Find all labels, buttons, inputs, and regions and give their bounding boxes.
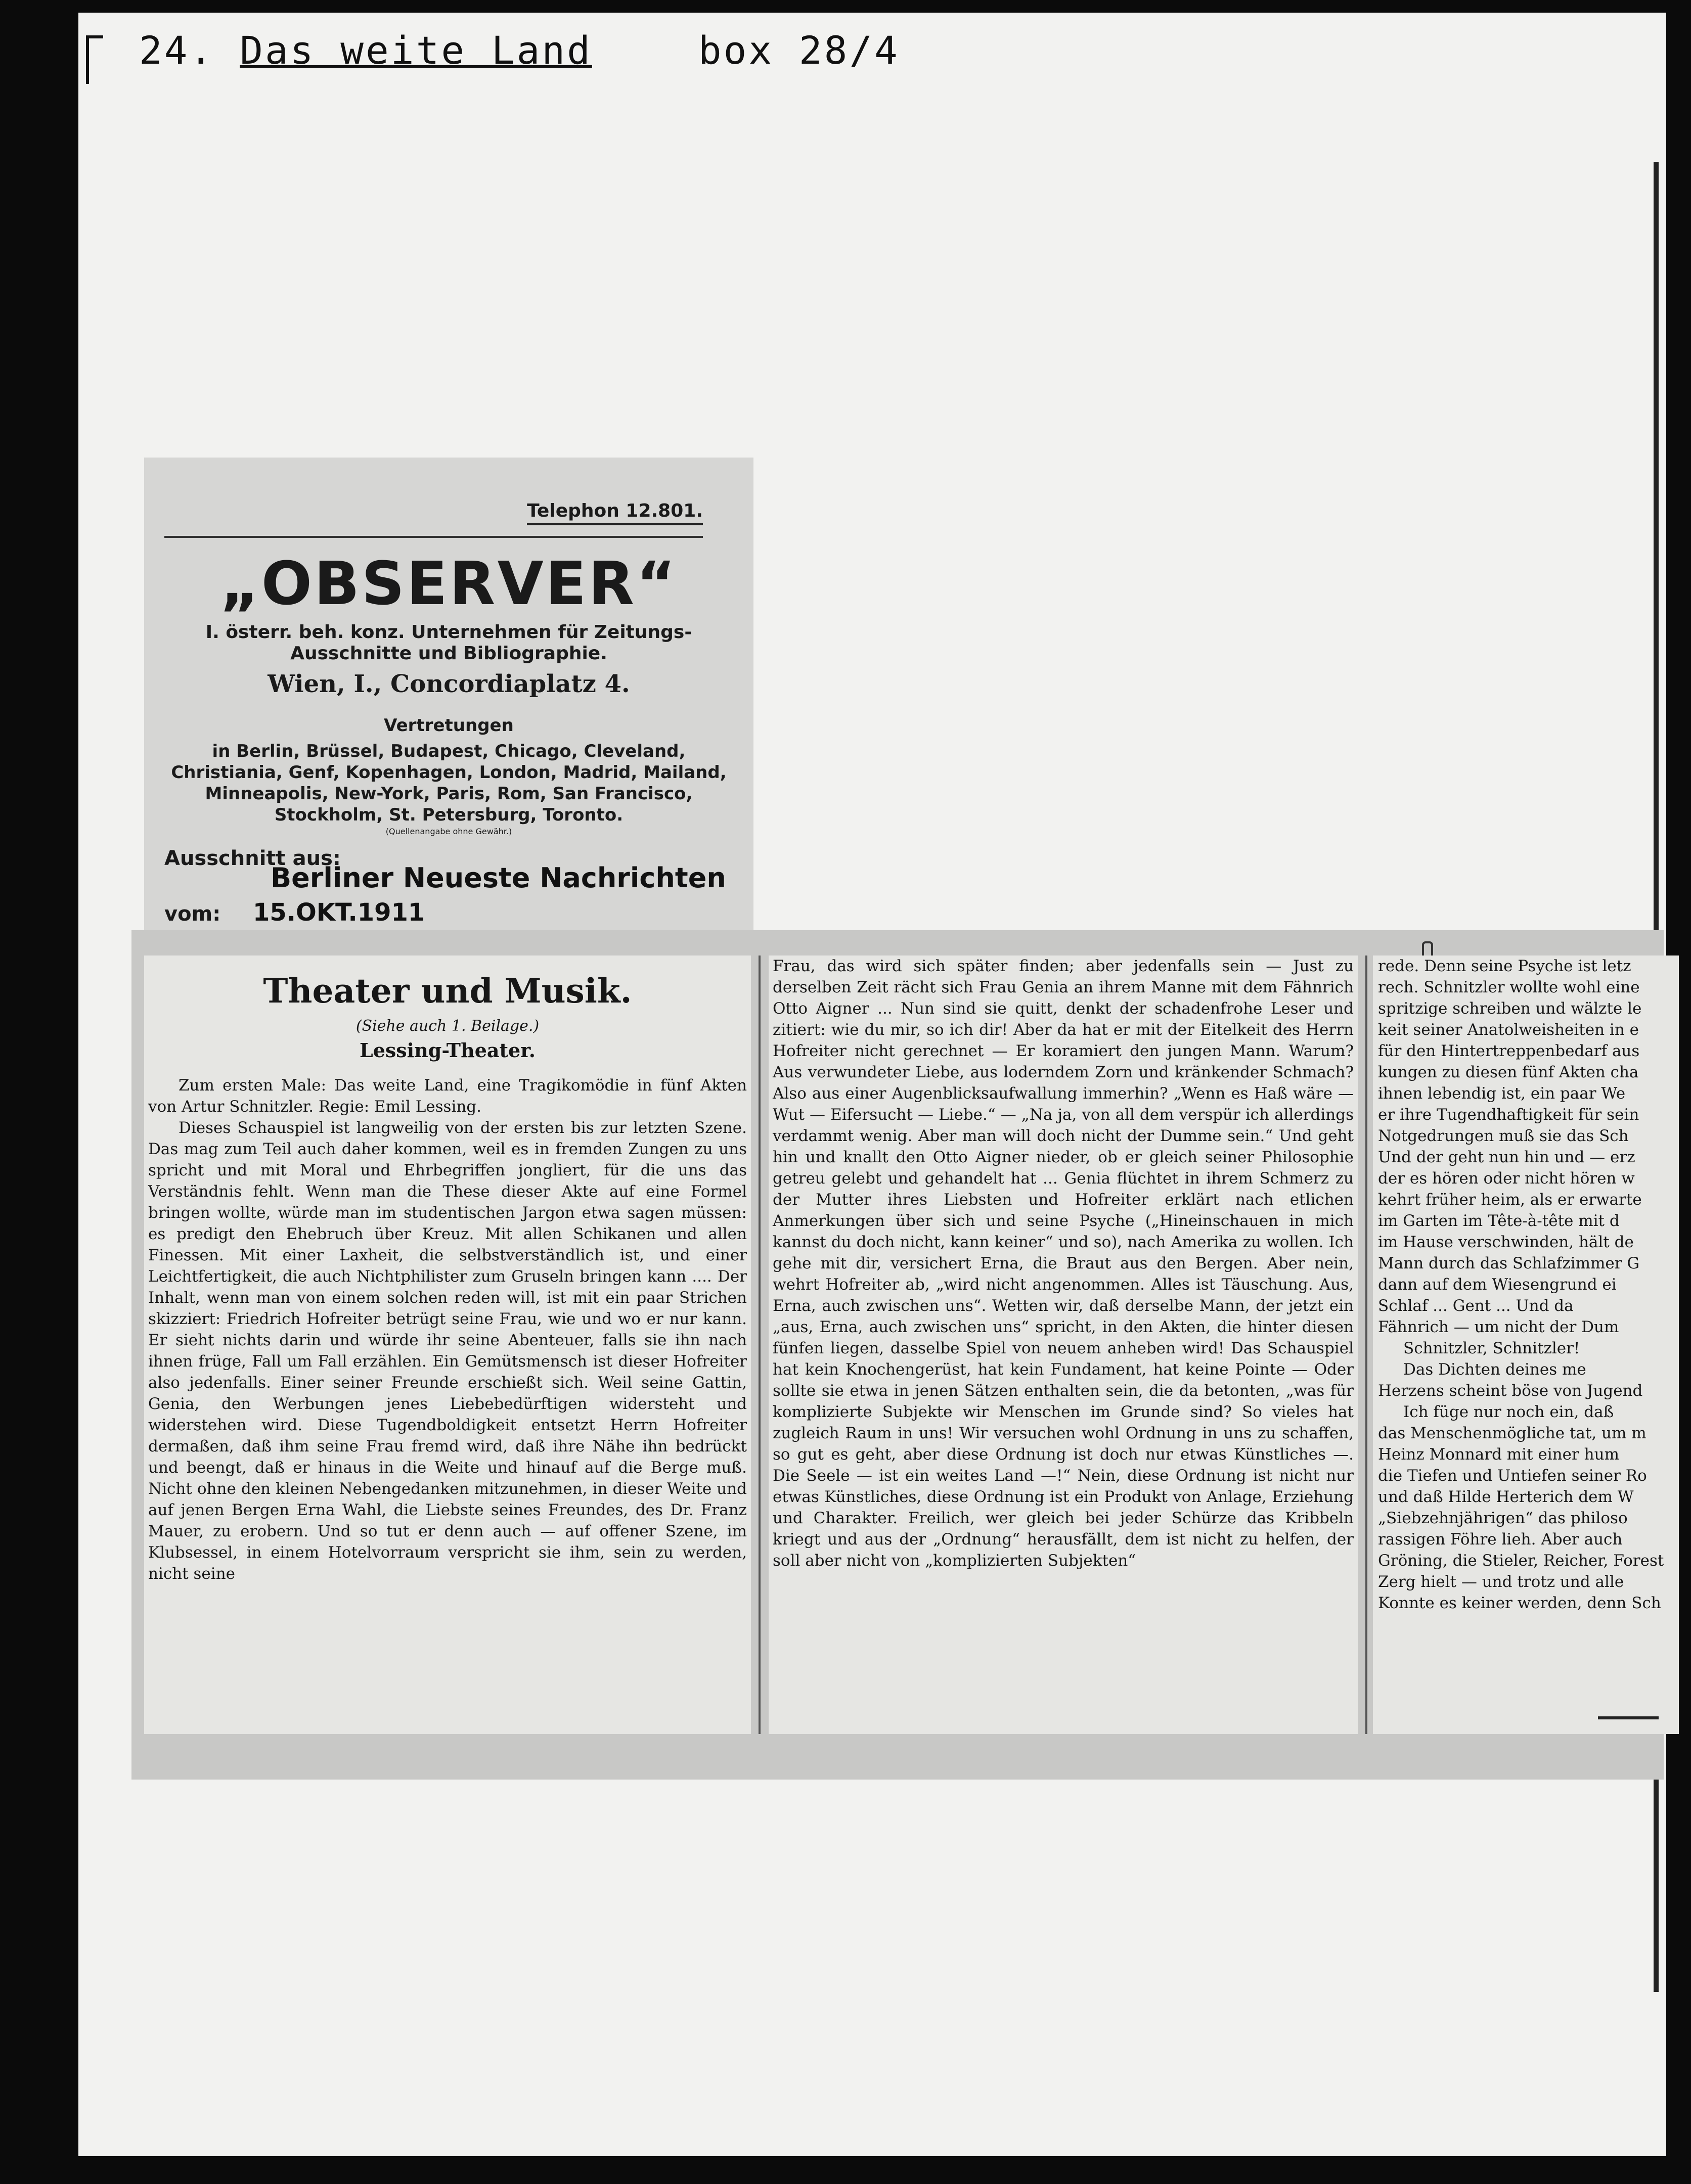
column-divider (759, 956, 761, 1734)
section-title: Theater und Musik. (263, 971, 632, 1011)
line: keit seiner Anatolweisheiten in e (1378, 1021, 1639, 1039)
source-stamp: Berliner Neueste Nachrichten (271, 862, 726, 894)
corner-bracket (86, 35, 103, 84)
observer-name: „OBSERVER“ (220, 549, 678, 618)
paragraph: Frau, das wird sich später finden; aber jedenfalls sein — Just zu derselben Zeit rächt sich Frau Genia an ihrem Manne mit dem Fähnrich Otto Aigner ... Nun sind sie quitt, denkt der schadenfrohe Leser und zitiert: wie du mir, so ich dir! Aber da hat er mit der Eitelkeit des Herrn Hofreiter nicht gerechnet — Er koramiert den jungen Mann. Warum? Aus verwundeter Liebe, aus loderndem Zorn und kränkender Schmach? Also aus einer Augenblicksaufwallung immerhin? „Wenn es Haß wäre — Wut — Eifersucht — Liebe.“ — „Na ja, von all dem verspür ich allerdings verdammt wenig. Aber man will doch nicht der Dumme sein.“ Und geht hin und knallt den Otto Aigner nieder, ob er gleich seiner Philosophie getreu gelebt und gehandelt hat ... Genia flüchtet in ihrem Schmerz zu der Mutter ihres Liebsten und Hofreiter erklärt nach etlichen Anmerkungen über sich und seine Psyche („Hineinschauen in mich kannst du doch nicht, kann keiner“ und so), nach Amerika zu wollen. Ich gehe mit dir, versichert Erna, die Braut aus den Bergen. Aber nein, wehrt Hofreiter ab, „wird nicht angenommen. Alles ist Täuschung. Aus, Erna, auch zwischen uns“. Wetten wir, daß derselbe Mann, der jetzt ein „aus, Erna, auch zwischen uns“ spricht, in den Akten, die hinter diesen fünfen liegen, dasselbe Spiel von neuem anheben wird! Das Schauspiel hat kein Knochengerüst, hat kein Fundament, hat keine Pointe — Oder sollte sie etwa in jenen Sätzen enthalten sein, die da betonten, „was für komplizierte Subjekte wir Menschen im Grunde sind? So vieles hat zugleich Raum in uns! Wir versuchen wohl Ordnung in uns zu schaffen, so gut es geht, aber diese Ordnung ist doch nur etwas Künstliches —. Die Seele — ist ein weites Land —!“ Nein, diese Ordnung ist nicht nur etwas Künstliches, diese Ordnung ist ein Produkt von Anlage, Erziehung und Charakter. Freilich, wer gleich bei jeder Schürze das Kribbeln kriegt und aus der „Ordnung“ herausfällt, dem ist nicht zu helfen, der soll aber nicht von „komplizierten Subjekten“ (773, 957, 1354, 1570)
article-column-3 (1373, 956, 1679, 1734)
line: dann auf dem Wiesengrund ei (1378, 1276, 1617, 1294)
line: kungen zu diesen fünf Akten cha (1378, 1063, 1639, 1081)
box-label: box 28/4 (698, 28, 900, 73)
column-divider (1365, 956, 1367, 1734)
observer-clipping-slip (144, 458, 753, 953)
theater-heading: Lessing-Theater. (360, 1039, 536, 1062)
observer-vertretungen: Vertretungen (384, 715, 514, 736)
line: „Siebzehnjährigen“ das philoso (1378, 1509, 1628, 1527)
line: Schlaf ... Gent ... Und da (1378, 1297, 1574, 1315)
line: ihnen lebendig ist, ein paar We (1378, 1084, 1626, 1103)
observer-telephone: Telephon 12.801. (527, 500, 703, 525)
observer-description: I. österr. beh. konz. Unternehmen für Zeitungs-Ausschnitte und Bibliographie. (205, 622, 692, 664)
archive-header (139, 28, 925, 83)
ausschnitt-label: Ausschnitt aus: (164, 847, 341, 870)
line: die Tiefen und Untiefen seiner Ro (1378, 1467, 1647, 1485)
line: Heinz Monnard mit einer hum (1378, 1445, 1619, 1464)
line: Mann durch das Schlafzimmer G (1378, 1254, 1640, 1272)
line: Herzens scheint böse von Jugend (1378, 1382, 1643, 1400)
observer-divider (164, 536, 703, 538)
line: rech. Schnitzler wollte wohl eine (1378, 978, 1640, 996)
line: Schnitzler, Schnitzler! (1403, 1339, 1580, 1357)
observer-quelle: (Quellenangabe ohne Gewähr.) (385, 827, 512, 836)
line: Konnte es keiner werden, denn Sch (1378, 1594, 1661, 1612)
line: Zerg hielt — und trotz und alle (1378, 1573, 1624, 1591)
line: er ihre Tugendhaftigkeit für sein (1378, 1106, 1639, 1124)
observer-address: Wien, I., Concordiaplatz 4. (268, 670, 630, 698)
line: Notgedrungen muß sie das Sch (1378, 1127, 1629, 1145)
line: das Menschenmögliche tat, um m (1378, 1424, 1647, 1442)
see-also-note: (Siehe auch 1. Beilage.) (355, 1017, 540, 1035)
folder-number: 24. (139, 28, 215, 73)
line: Ich füge nur noch ein, daß (1403, 1403, 1614, 1421)
line: der es hören oder nicht hören w (1378, 1169, 1635, 1188)
line: im Hause verschwinden, hält de (1378, 1233, 1634, 1251)
line: Das Dichten deines me (1403, 1360, 1586, 1379)
line: Fähnrich — um nicht der Dum (1378, 1318, 1619, 1336)
date-stamp: 15.OKT.1911 (253, 898, 425, 927)
line: rede. Denn seine Psyche ist letz (1378, 957, 1631, 975)
folder-title: Das weite Land (240, 28, 592, 73)
vom-label: vom: (164, 902, 221, 926)
line: spritzige schreiben und wälzte le (1378, 999, 1642, 1018)
line: Gröning, die Stieler, Reicher, Forest (1378, 1552, 1664, 1570)
line: rassigen Föhre lieh. Aber auch (1378, 1530, 1623, 1549)
line: für den Hintertreppenbedarf aus (1378, 1042, 1640, 1060)
end-rule (1598, 1716, 1659, 1719)
paragraph: Zum ersten Male: Das weite Land, eine Tragikomödie in fünf Akten von Artur Schnitzler. Regie: Emil Lessing. (148, 1076, 747, 1116)
line: und daß Hilde Herterich dem W (1378, 1488, 1634, 1506)
article-column-2 (769, 956, 1358, 1734)
observer-cities: in Berlin, Brüssel, Budapest, Chicago, Cleveland, Christiania, Genf, Kopenhagen, London, Madrid, Mailand, Minneapolis, New-York, Paris, Rom, San Francisco, Stockholm, St. Petersburg, Toronto. (171, 741, 727, 825)
paragraph: Dieses Schauspiel ist langweilig von der ersten bis zur letzten Szene. Das mag zum Teil auch daher kommen, weil es in fremden Zungen zu uns spricht und mit Moral und Ehrbegriffen jongliert, für die uns das Verständnis fehlt. Wenn man die These dieser Akte auf eine Formel bringen wollte, würde man im studentischen Jargon etwa sagen müssen: es predigt den Ehebruch über Kreuz. Mit allen Schikanen und allen Finessen. Mit einer Laxheit, die selbstverständlich ist, und einer Leichtfertigkeit, die auch Nichtphilister zum Gruseln bringen kann .... Der Inhalt, wenn man von einem solchen reden will, ist mit ein paar Strichen skizziert: Friedrich Hofreiter betrügt seine Frau, wie und wo er nur kann. Er sieht nichts darin und würde ihr seine Abenteuer, falls sie ihn nach ihnen früge, Fall um Fall erzählen. Ein Gemütsmensch ist dieser Hofreiter also jedenfalls. Einer seiner Freunde erschießt sich. Weil seine Gattin, Genia, den Werbungen jenes Liebebedürftigen widersteht und widerstehen wird. Diese Tugendboldigkeit entsetzt Herrn Hofreiter dermaßen, daß ihm seine Frau fremd wird, daß ihre Nähe ihn bedrückt und beengt, daß er hinaus in die Weite und hinauf auf die Berge muß. Nicht ohne den kleinen Nebengedanken mitzunehmen, in dieser Weite und auf jenen Bergen Erna Wahl, die Liebste seines Freundes, des Dr. Franz Mauer, zu erobern. Und so tut er denn auch — auf offener Szene, im Klubsessel, in einem Hotelvorraum verspricht sie ihm, sein zu werden, nicht seine (148, 1119, 747, 1583)
line: kehrt früher heim, als er erwarte (1378, 1191, 1642, 1209)
article-column-1 (144, 956, 751, 1734)
line: im Garten im Tête-à-tête mit d (1378, 1212, 1620, 1230)
line: Und der geht nun hin und — erz (1378, 1148, 1635, 1166)
